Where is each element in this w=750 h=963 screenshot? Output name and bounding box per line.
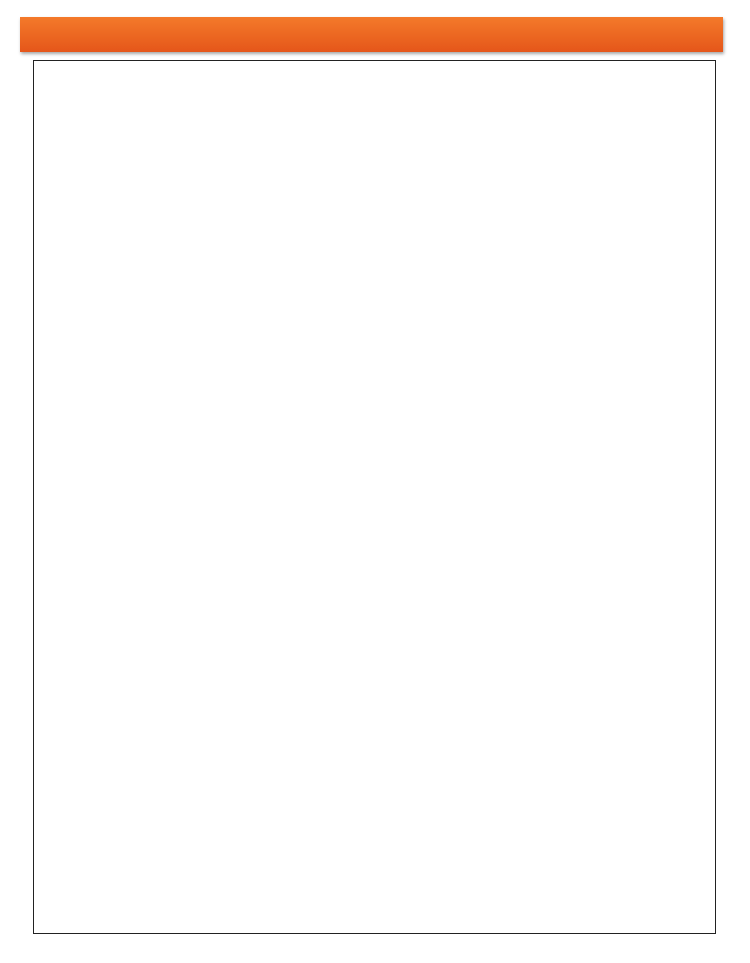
header-bar: [20, 17, 723, 52]
mounting-types-table: [33, 60, 716, 934]
